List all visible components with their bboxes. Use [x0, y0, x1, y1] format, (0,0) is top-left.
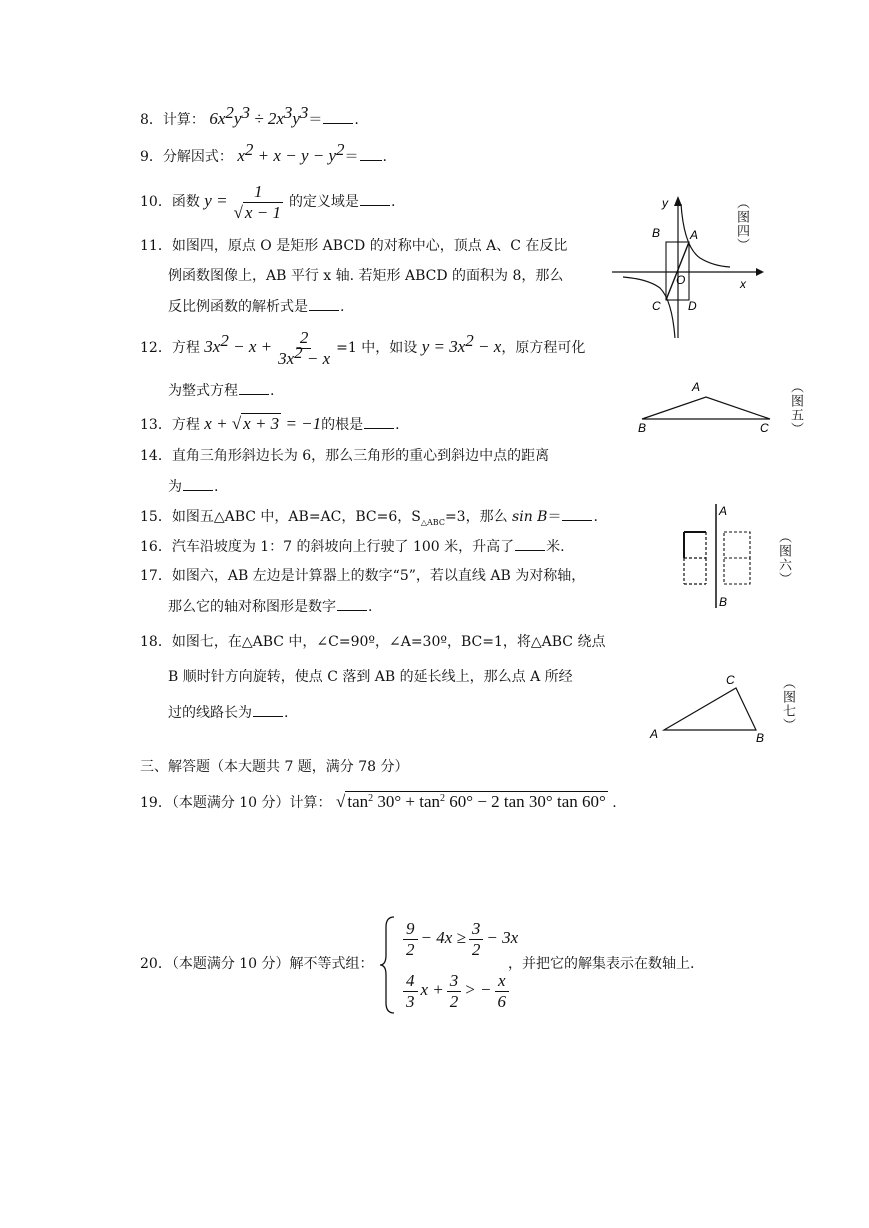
answer-blank[interactable] — [515, 536, 545, 551]
figure-6-diagram — [676, 500, 766, 612]
question-16 — [140, 536, 565, 557]
question-lead: 计算： — [162, 112, 205, 128]
question-text: 直角三角形斜边长为 6，那么三角形的重心到斜边中点的距离 — [171, 448, 550, 464]
question-10 — [140, 178, 395, 224]
question-text: 反比例函数的解析式是 — [168, 299, 308, 315]
answer-blank[interactable] — [323, 109, 353, 124]
fig4-label-O: O — [676, 273, 686, 287]
section-heading: 三、解答题（本大题共 7 题，满分 78 分） — [140, 759, 409, 775]
period: . — [354, 112, 359, 128]
figure-6-caption: （图六） — [776, 530, 791, 586]
math-expression: √ $\tan^2 30^\circ + \tan^2 60^\circ - 2$ tan 30° tan 60° — [336, 792, 606, 811]
question-8 — [140, 103, 359, 130]
question-15 — [140, 506, 598, 533]
question-text: 如图七，在△ABC 中，∠C=90º，∠A=30º，BC=1，将△ABC 绕点 — [171, 634, 606, 650]
period: . — [368, 599, 373, 615]
question-number: 15． — [140, 509, 172, 525]
equals-sign: ＝ — [547, 509, 562, 525]
question-tail: 的根是 — [321, 417, 364, 433]
question-14-line-2 — [168, 476, 218, 497]
question-tail: ，原方程可化 — [501, 340, 586, 356]
question-lead: 方程 — [171, 340, 200, 356]
question-text: 例函数图像上，AB 平行 x 轴. 若矩形 ABCD 的面积为 8，那么 — [168, 268, 564, 284]
subscript: △ABC — [420, 517, 445, 527]
figure-6 — [676, 500, 766, 612]
figure-5 — [636, 378, 776, 438]
sin-expression: sin B — [512, 509, 548, 525]
question-number: 10． — [140, 194, 172, 210]
answer-blank[interactable] — [562, 506, 592, 521]
substitution-expression: $y = 3x^2 - x$ — [421, 331, 502, 356]
answer-blank[interactable] — [309, 296, 339, 311]
question-number: 18． — [140, 634, 172, 650]
period: . — [395, 417, 400, 433]
question-20 — [140, 954, 374, 974]
question-14-line-1 — [140, 446, 549, 466]
period: . — [593, 509, 598, 525]
fig5-label-A: A — [692, 380, 701, 394]
question-9 — [140, 140, 387, 167]
period: . — [284, 705, 289, 721]
inequality-2: $\frac{4}{3}$ x + $\frac{3}{2}$ > − $\frac{x}{6}$ — [400, 967, 512, 1013]
question-text: 如图四，原点 O 是矩形 ABCD 的对称中心，顶点 A、C 在反比 — [171, 238, 568, 254]
question-17-line-1 — [140, 566, 585, 586]
answer-blank[interactable] — [337, 596, 367, 611]
equals-sign: ＝ — [308, 112, 323, 128]
math-expression: $3x^2 - x$ + $\frac{2}{3x^2 - x}$ — [204, 327, 331, 368]
fig7-label-A: A — [650, 727, 659, 741]
question-number: 16． — [140, 539, 172, 555]
question-text: 那么它的轴对称图形是数字 — [168, 599, 336, 615]
question-number: 17． — [140, 568, 172, 584]
fig4-label-B: B — [652, 226, 661, 240]
question-text: 为整式方程 — [168, 383, 238, 399]
question-18-line-3 — [168, 702, 288, 723]
figure-4-caption: （图四） — [734, 196, 749, 252]
fig4-label-D: D — [688, 299, 697, 313]
fig4-label-C: C — [652, 299, 661, 313]
left-brace-icon — [378, 915, 398, 1015]
period: . — [390, 194, 396, 210]
math-expression: x + √ x + 3 = −1 — [204, 414, 322, 433]
period: . — [270, 383, 275, 399]
question-number: 20． — [140, 956, 172, 972]
question-number: 13． — [140, 417, 172, 433]
fig7-label-B: B — [756, 731, 765, 745]
fig6-label-A: A — [719, 504, 728, 518]
figure-5-diagram — [636, 378, 776, 438]
answer-blank[interactable] — [360, 146, 382, 161]
period: . — [214, 479, 219, 495]
answer-blank[interactable] — [364, 414, 394, 429]
question-text: =3，那么 — [444, 509, 508, 525]
equals-sign: ＝ — [344, 149, 359, 165]
inequality-1: $\frac{9}{2}$ − 4x ≥ $\frac{3}{2}$ − 3x — [400, 915, 518, 961]
question-13 — [140, 414, 400, 435]
question-lead: （本题满分 10 分）解不等式组： — [171, 956, 374, 972]
unit-text: 米. — [546, 539, 565, 555]
question-17-line-2 — [168, 596, 372, 617]
figure-7 — [646, 668, 776, 748]
answer-blank[interactable] — [183, 476, 213, 491]
figure-7-diagram — [646, 668, 776, 748]
question-text: 为 — [168, 479, 182, 495]
question-11-line-3 — [168, 296, 344, 317]
question-11-line-2 — [168, 266, 563, 286]
figure-7-caption: （图七） — [780, 676, 795, 732]
question-lead: （本题满分 10 分）计算： — [171, 795, 332, 811]
math-expression: $6x^2y^3 \div 2x^3y^3$ — [209, 103, 309, 128]
question-number: 12． — [140, 340, 172, 356]
period: . — [612, 795, 617, 811]
fig7-label-C: C — [726, 673, 735, 687]
fig5-label-C: C — [760, 421, 769, 435]
question-lead: 方程 — [171, 417, 200, 433]
question-number: 11． — [140, 238, 172, 254]
figure-5-caption: （图五） — [788, 380, 803, 436]
answer-blank[interactable] — [239, 380, 269, 395]
period: . — [382, 149, 387, 165]
question-lead: 函数 — [171, 194, 200, 210]
question-text: 如图五△ABC 中，AB=AC，BC=6，S — [171, 509, 421, 525]
inequality-system — [378, 915, 519, 1019]
question-number: 19． — [140, 795, 172, 811]
question-number: 14． — [140, 448, 172, 464]
question-number: 9． — [140, 149, 163, 165]
question-12 — [140, 324, 585, 370]
question-11-line-1 — [140, 236, 567, 256]
question-lead: 分解因式： — [162, 149, 233, 165]
question-18-line-1 — [140, 632, 605, 652]
question-12-line-2 — [168, 380, 274, 401]
fig4-label-y: y — [662, 196, 668, 210]
question-text: 汽车沿坡度为 1：7 的斜坡向上行驶了 100 米，升高了 — [171, 539, 515, 555]
fig4-label-A: A — [690, 228, 699, 242]
answer-blank[interactable] — [253, 702, 283, 717]
fig4-label-x: x — [740, 277, 746, 291]
period: . — [340, 299, 345, 315]
math-expression: y = $\frac{1}{√ x - 1}$ — [204, 181, 281, 222]
question-text: 过的线路长为 — [168, 705, 252, 721]
question-18-line-2 — [168, 667, 573, 687]
math-expression: $x^2 + x - y - y^2$ — [237, 140, 345, 165]
question-text: 如图六，AB 左边是计算器上的数字“5”，若以直线 AB 为对称轴， — [171, 568, 586, 584]
question-20-tail: ，并把它的解集表示在数轴上. — [508, 956, 695, 972]
answer-blank[interactable] — [360, 191, 390, 206]
question-19 — [140, 792, 617, 815]
fig5-label-B: B — [638, 421, 647, 435]
question-mid: =1 中，如设 — [336, 340, 418, 356]
question-tail: 的定义域是 — [288, 194, 359, 210]
fig6-label-B: B — [719, 595, 728, 609]
question-text: B 顺时针方向旋转，使点 C 落到 AB 的延长线上，那么点 A 所经 — [168, 669, 573, 685]
question-number: 8． — [140, 112, 163, 128]
